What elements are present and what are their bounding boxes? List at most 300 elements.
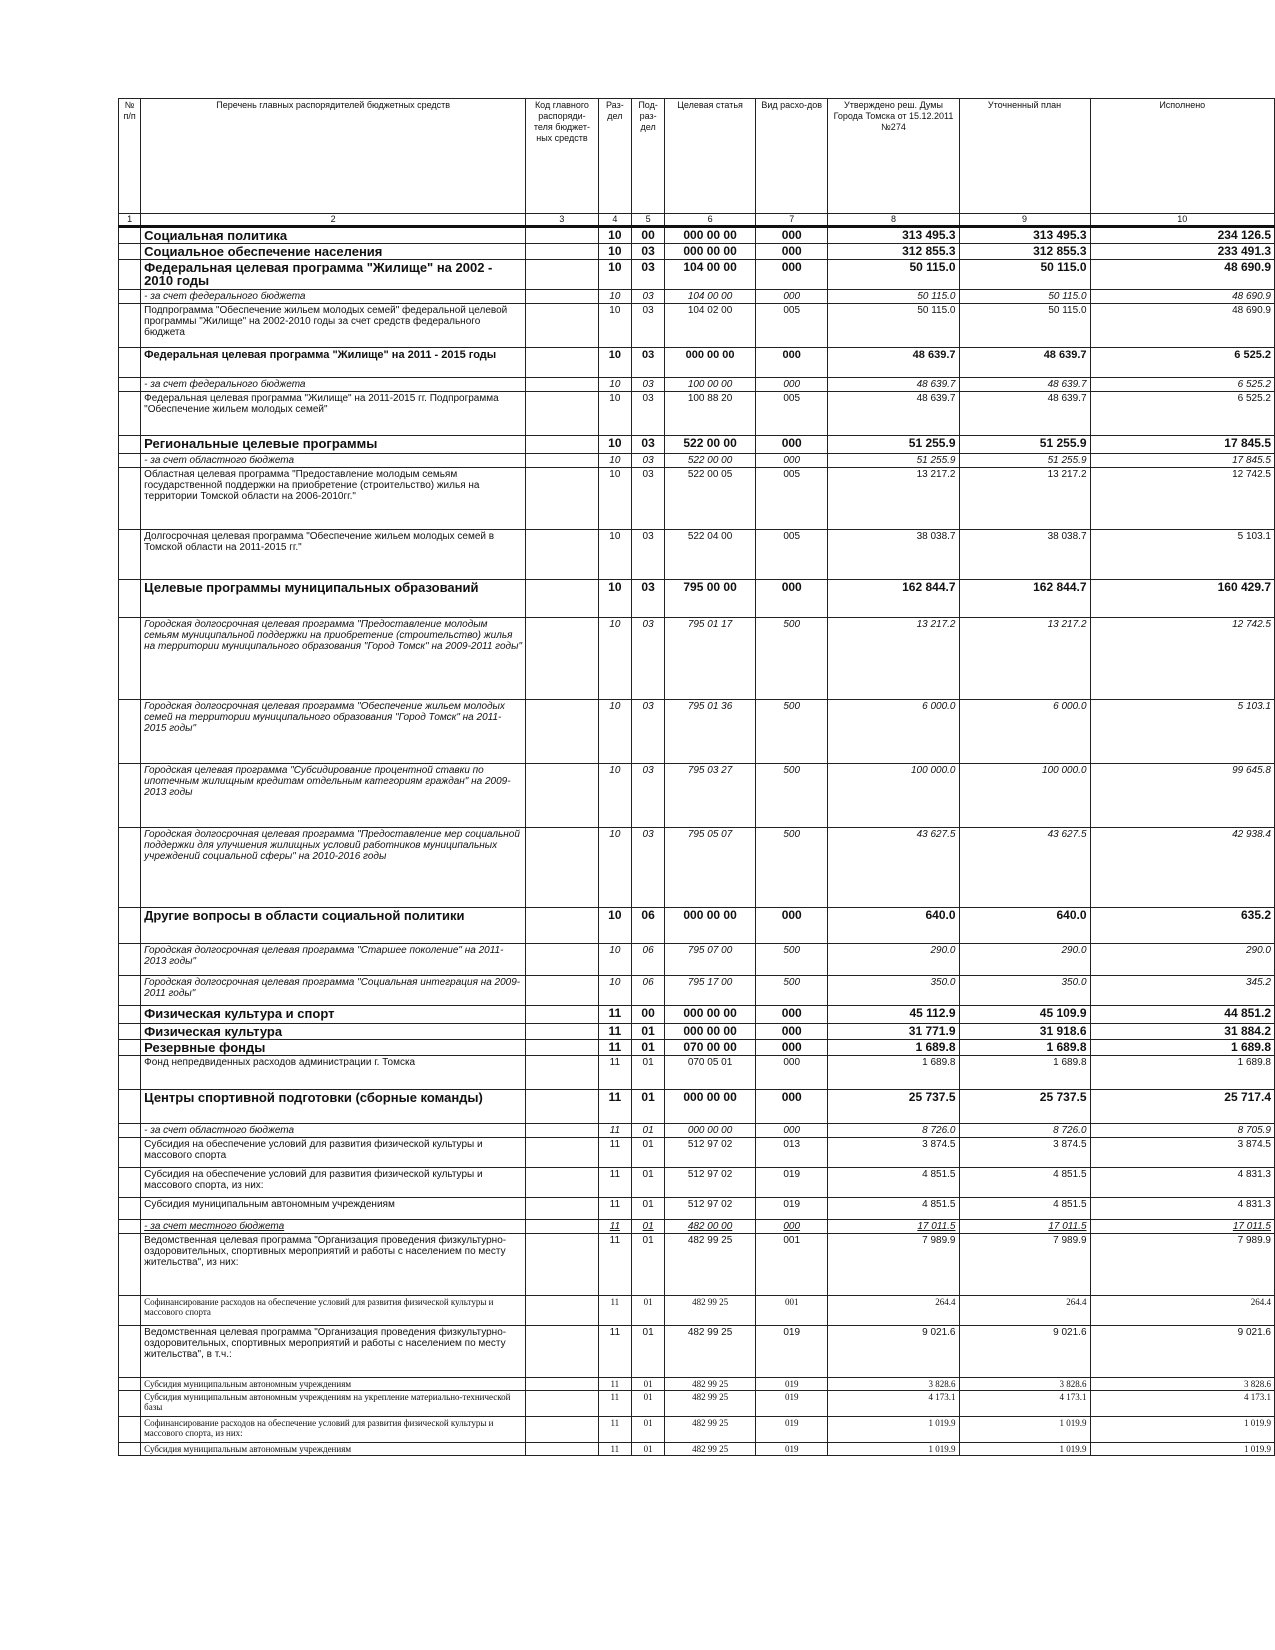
table-row bbox=[119, 530, 1275, 580]
row-num-cell bbox=[119, 618, 141, 700]
row-num-cell bbox=[119, 580, 141, 618]
row-num-cell bbox=[119, 392, 141, 436]
target-article-cell: 104 00 00 bbox=[665, 260, 756, 290]
row-num-cell bbox=[119, 1138, 141, 1168]
razdel-cell: 11 bbox=[598, 1443, 631, 1456]
manager-code-cell bbox=[526, 618, 599, 700]
razdel-cell: 11 bbox=[598, 1090, 631, 1124]
target-article-cell: 104 00 00 bbox=[665, 290, 756, 304]
approved-cell: 3 874.5 bbox=[828, 1138, 959, 1168]
target-article-cell: 512 97 02 bbox=[665, 1198, 756, 1220]
row-name-cell: Другие вопросы в области социальной политики bbox=[141, 908, 526, 944]
approved-cell: 350.0 bbox=[828, 976, 959, 1006]
column-number-row bbox=[119, 214, 1275, 227]
table-row bbox=[119, 1417, 1275, 1443]
done-cell: 635.2 bbox=[1090, 908, 1274, 944]
row-num-cell bbox=[119, 1234, 141, 1296]
target-article-cell: 070 05 01 bbox=[665, 1056, 756, 1090]
column-number: 4 bbox=[598, 214, 631, 227]
expense-type-cell: 005 bbox=[755, 530, 828, 580]
manager-code-cell bbox=[526, 1138, 599, 1168]
approved-cell: 51 255.9 bbox=[828, 454, 959, 468]
manager-code-cell bbox=[526, 1443, 599, 1456]
plan-cell: 17 011.5 bbox=[959, 1220, 1090, 1234]
plan-cell: 38 038.7 bbox=[959, 530, 1090, 580]
done-cell: 6 525.2 bbox=[1090, 392, 1274, 436]
table-row bbox=[119, 260, 1275, 290]
manager-code-cell bbox=[526, 1220, 599, 1234]
row-name-cell: Городская долгосрочная целевая программа "Предоставление молодым семьям муниципальной поддержки на приобретение (строительство) жилья на территории муниципального образования "Город Томск" на 2009-2011 годы" bbox=[141, 618, 526, 700]
target-article-cell: 482 99 25 bbox=[665, 1326, 756, 1378]
row-name-cell: Физическая культура bbox=[141, 1024, 526, 1040]
approved-cell: 7 989.9 bbox=[828, 1234, 959, 1296]
target-article-cell: 000 00 00 bbox=[665, 1024, 756, 1040]
row-name-cell: Подпрограмма "Обеспечение жильем молодых семей" федеральной целевой программы "Жилище" на 2002-2010 годы за счет средств федерального бюджета bbox=[141, 304, 526, 348]
razdel-cell: 10 bbox=[598, 436, 631, 454]
podrazdel-cell: 03 bbox=[631, 290, 664, 304]
manager-code-cell bbox=[526, 1056, 599, 1090]
manager-code-cell bbox=[526, 1234, 599, 1296]
podrazdel-cell: 01 bbox=[631, 1326, 664, 1378]
plan-cell: 8 726.0 bbox=[959, 1124, 1090, 1138]
row-num-cell bbox=[119, 454, 141, 468]
plan-cell: 100 000.0 bbox=[959, 764, 1090, 828]
target-article-cell: 795 07 00 bbox=[665, 944, 756, 976]
target-article-cell: 482 99 25 bbox=[665, 1378, 756, 1391]
expense-type-cell: 000 bbox=[755, 908, 828, 944]
manager-code-cell bbox=[526, 1296, 599, 1326]
manager-code-cell bbox=[526, 1378, 599, 1391]
done-cell: 3 874.5 bbox=[1090, 1138, 1274, 1168]
manager-code-cell bbox=[526, 468, 599, 530]
expense-type-cell: 000 bbox=[755, 436, 828, 454]
header-row bbox=[119, 99, 1275, 214]
podrazdel-cell: 03 bbox=[631, 436, 664, 454]
approved-cell: 51 255.9 bbox=[828, 436, 959, 454]
podrazdel-cell: 03 bbox=[631, 392, 664, 436]
done-cell: 48 690.9 bbox=[1090, 304, 1274, 348]
target-article-cell: 522 00 00 bbox=[665, 454, 756, 468]
done-cell: 5 103.1 bbox=[1090, 530, 1274, 580]
expense-type-cell: 001 bbox=[755, 1234, 828, 1296]
target-article-cell: 512 97 02 bbox=[665, 1138, 756, 1168]
done-cell: 17 845.5 bbox=[1090, 436, 1274, 454]
razdel-cell: 10 bbox=[598, 580, 631, 618]
razdel-cell: 11 bbox=[598, 1220, 631, 1234]
row-num-cell bbox=[119, 227, 141, 244]
column-number: 6 bbox=[665, 214, 756, 227]
row-num-cell bbox=[119, 1296, 141, 1326]
podrazdel-cell: 03 bbox=[631, 454, 664, 468]
razdel-cell: 10 bbox=[598, 392, 631, 436]
podrazdel-cell: 01 bbox=[631, 1296, 664, 1326]
expense-type-cell: 500 bbox=[755, 976, 828, 1006]
row-name-cell: Субсидия на обеспечение условий для развития физической культуры и массового спорта bbox=[141, 1138, 526, 1168]
plan-cell: 50 115.0 bbox=[959, 304, 1090, 348]
row-name-cell: Социальная политика bbox=[141, 227, 526, 244]
plan-cell: 350.0 bbox=[959, 976, 1090, 1006]
row-name-cell: - за счет федерального бюджета bbox=[141, 290, 526, 304]
razdel-cell: 10 bbox=[598, 227, 631, 244]
razdel-cell: 11 bbox=[598, 1326, 631, 1378]
table-row bbox=[119, 454, 1275, 468]
row-name-cell: Субсидия муниципальным автономным учреждениям bbox=[141, 1378, 526, 1391]
target-article-cell: 482 00 00 bbox=[665, 1220, 756, 1234]
row-num-cell bbox=[119, 348, 141, 378]
plan-cell: 6 000.0 bbox=[959, 700, 1090, 764]
podrazdel-cell: 03 bbox=[631, 304, 664, 348]
expense-type-cell: 000 bbox=[755, 378, 828, 392]
plan-cell: 4 173.1 bbox=[959, 1391, 1090, 1417]
podrazdel-cell: 01 bbox=[631, 1124, 664, 1138]
podrazdel-cell: 03 bbox=[631, 348, 664, 378]
done-cell: 234 126.5 bbox=[1090, 227, 1274, 244]
header-vid: Вид расхо-дов bbox=[755, 99, 828, 214]
done-cell: 233 491.3 bbox=[1090, 244, 1274, 260]
expense-type-cell: 000 bbox=[755, 1220, 828, 1234]
target-article-cell: 000 00 00 bbox=[665, 348, 756, 378]
manager-code-cell bbox=[526, 828, 599, 908]
manager-code-cell bbox=[526, 1040, 599, 1056]
target-article-cell: 482 99 25 bbox=[665, 1234, 756, 1296]
plan-cell: 51 255.9 bbox=[959, 436, 1090, 454]
row-num-cell bbox=[119, 1040, 141, 1056]
plan-cell: 1 689.8 bbox=[959, 1040, 1090, 1056]
approved-cell: 1 689.8 bbox=[828, 1040, 959, 1056]
done-cell: 3 828.6 bbox=[1090, 1378, 1274, 1391]
expense-type-cell: 019 bbox=[755, 1198, 828, 1220]
row-name-cell: Ведомственная целевая программа "Организация проведения физкультурно-оздоровительных, спортивных мероприятий и работы с населением по месту жительства", из них: bbox=[141, 1234, 526, 1296]
razdel-cell: 11 bbox=[598, 1378, 631, 1391]
plan-cell: 50 115.0 bbox=[959, 260, 1090, 290]
row-num-cell bbox=[119, 1198, 141, 1220]
approved-cell: 1 019.9 bbox=[828, 1417, 959, 1443]
done-cell: 4 831.3 bbox=[1090, 1168, 1274, 1198]
approved-cell: 48 639.7 bbox=[828, 378, 959, 392]
razdel-cell: 10 bbox=[598, 290, 631, 304]
done-cell: 5 103.1 bbox=[1090, 700, 1274, 764]
podrazdel-cell: 03 bbox=[631, 828, 664, 908]
approved-cell: 31 771.9 bbox=[828, 1024, 959, 1040]
done-cell: 1 689.8 bbox=[1090, 1040, 1274, 1056]
razdel-cell: 10 bbox=[598, 244, 631, 260]
razdel-cell: 11 bbox=[598, 1040, 631, 1056]
razdel-cell: 11 bbox=[598, 1056, 631, 1090]
target-article-cell: 000 00 00 bbox=[665, 1090, 756, 1124]
razdel-cell: 11 bbox=[598, 1024, 631, 1040]
target-article-cell: 000 00 00 bbox=[665, 227, 756, 244]
row-num-cell bbox=[119, 1124, 141, 1138]
manager-code-cell bbox=[526, 348, 599, 378]
row-name-cell: Резервные фонды bbox=[141, 1040, 526, 1056]
column-number: 3 bbox=[526, 214, 599, 227]
done-cell: 44 851.2 bbox=[1090, 1006, 1274, 1024]
plan-cell: 1 019.9 bbox=[959, 1443, 1090, 1456]
razdel-cell: 11 bbox=[598, 1168, 631, 1198]
row-num-cell bbox=[119, 1391, 141, 1417]
expense-type-cell: 000 bbox=[755, 260, 828, 290]
razdel-cell: 11 bbox=[598, 1417, 631, 1443]
table-row bbox=[119, 1124, 1275, 1138]
manager-code-cell bbox=[526, 1391, 599, 1417]
header-approved: Утверждено реш. Думы Города Томска от 15.12.2011 №274 bbox=[828, 99, 959, 214]
row-name-cell: Субсидия муниципальным автономным учреждениям bbox=[141, 1198, 526, 1220]
approved-cell: 13 217.2 bbox=[828, 468, 959, 530]
target-article-cell: 795 01 36 bbox=[665, 700, 756, 764]
approved-cell: 50 115.0 bbox=[828, 304, 959, 348]
plan-cell: 51 255.9 bbox=[959, 454, 1090, 468]
approved-cell: 17 011.5 bbox=[828, 1220, 959, 1234]
row-name-cell: - за счет федерального бюджета bbox=[141, 378, 526, 392]
expense-type-cell: 005 bbox=[755, 304, 828, 348]
manager-code-cell bbox=[526, 290, 599, 304]
podrazdel-cell: 03 bbox=[631, 580, 664, 618]
target-article-cell: 000 00 00 bbox=[665, 244, 756, 260]
table-row bbox=[119, 1391, 1275, 1417]
table-row bbox=[119, 468, 1275, 530]
row-name-cell: Софинансирование расходов на обеспечение условий для развития физической культуры и массового спорта, из них: bbox=[141, 1417, 526, 1443]
expense-type-cell: 000 bbox=[755, 1056, 828, 1090]
approved-cell: 313 495.3 bbox=[828, 227, 959, 244]
podrazdel-cell: 01 bbox=[631, 1443, 664, 1456]
approved-cell: 50 115.0 bbox=[828, 260, 959, 290]
approved-cell: 264.4 bbox=[828, 1296, 959, 1326]
done-cell: 48 690.9 bbox=[1090, 290, 1274, 304]
row-name-cell: Городская долгосрочная целевая программа "Обеспечение жильем молодых семей на территории муниципального образования "Город Томск" на 2011-2015 годы" bbox=[141, 700, 526, 764]
done-cell: 290.0 bbox=[1090, 944, 1274, 976]
manager-code-cell bbox=[526, 1024, 599, 1040]
budget-table bbox=[118, 98, 1275, 1456]
plan-cell: 4 851.5 bbox=[959, 1198, 1090, 1220]
expense-type-cell: 000 bbox=[755, 1006, 828, 1024]
expense-type-cell: 500 bbox=[755, 944, 828, 976]
header-target: Целевая статья bbox=[665, 99, 756, 214]
row-name-cell: Городская долгосрочная целевая программа "Предоставление мер социальной поддержки для улучшения жилищных условий работников муниципальных учреждений социальной сферы" на 2010-2016 годы bbox=[141, 828, 526, 908]
manager-code-cell bbox=[526, 1124, 599, 1138]
table-row bbox=[119, 1234, 1275, 1296]
approved-cell: 38 038.7 bbox=[828, 530, 959, 580]
target-article-cell: 000 00 00 bbox=[665, 1006, 756, 1024]
expense-type-cell: 019 bbox=[755, 1443, 828, 1456]
row-name-cell: Целевые программы муниципальных образований bbox=[141, 580, 526, 618]
done-cell: 25 717.4 bbox=[1090, 1090, 1274, 1124]
table-row bbox=[119, 1443, 1275, 1456]
approved-cell: 4 173.1 bbox=[828, 1391, 959, 1417]
plan-cell: 43 627.5 bbox=[959, 828, 1090, 908]
expense-type-cell: 019 bbox=[755, 1326, 828, 1378]
target-article-cell: 795 03 27 bbox=[665, 764, 756, 828]
header-num: № п/п bbox=[119, 99, 141, 214]
header-razdel: Раз-дел bbox=[598, 99, 631, 214]
done-cell: 31 884.2 bbox=[1090, 1024, 1274, 1040]
row-name-cell: Ведомственная целевая программа "Организация проведения физкультурно-оздоровительных, спортивных мероприятий и работы с населением по месту жительства", в т.ч.: bbox=[141, 1326, 526, 1378]
row-name-cell: Физическая культура и спорт bbox=[141, 1006, 526, 1024]
table-row bbox=[119, 392, 1275, 436]
podrazdel-cell: 03 bbox=[631, 530, 664, 580]
column-number: 5 bbox=[631, 214, 664, 227]
table-row bbox=[119, 1006, 1275, 1024]
row-name-cell: Субсидия муниципальным автономным учреждениям bbox=[141, 1443, 526, 1456]
plan-cell: 31 918.6 bbox=[959, 1024, 1090, 1040]
target-article-cell: 482 99 25 bbox=[665, 1417, 756, 1443]
razdel-cell: 10 bbox=[598, 454, 631, 468]
manager-code-cell bbox=[526, 378, 599, 392]
row-name-cell: Городская долгосрочная целевая программа "Социальная интеграция на 2009-2011 годы" bbox=[141, 976, 526, 1006]
podrazdel-cell: 01 bbox=[631, 1138, 664, 1168]
plan-cell: 50 115.0 bbox=[959, 290, 1090, 304]
razdel-cell: 10 bbox=[598, 764, 631, 828]
manager-code-cell bbox=[526, 227, 599, 244]
table-body bbox=[119, 227, 1275, 1456]
plan-cell: 264.4 bbox=[959, 1296, 1090, 1326]
podrazdel-cell: 03 bbox=[631, 244, 664, 260]
table-row bbox=[119, 1040, 1275, 1056]
podrazdel-cell: 00 bbox=[631, 1006, 664, 1024]
header-code: Код главного распоряди-теля бюджет-ных средств bbox=[526, 99, 599, 214]
row-num-cell bbox=[119, 468, 141, 530]
table-row bbox=[119, 764, 1275, 828]
expense-type-cell: 000 bbox=[755, 244, 828, 260]
row-num-cell bbox=[119, 1168, 141, 1198]
expense-type-cell: 000 bbox=[755, 290, 828, 304]
podrazdel-cell: 01 bbox=[631, 1220, 664, 1234]
razdel-cell: 11 bbox=[598, 1006, 631, 1024]
table-row bbox=[119, 944, 1275, 976]
table-row bbox=[119, 378, 1275, 392]
target-article-cell: 482 99 25 bbox=[665, 1443, 756, 1456]
row-num-cell bbox=[119, 1056, 141, 1090]
manager-code-cell bbox=[526, 260, 599, 290]
done-cell: 1 689.8 bbox=[1090, 1056, 1274, 1090]
approved-cell: 6 000.0 bbox=[828, 700, 959, 764]
plan-cell: 313 495.3 bbox=[959, 227, 1090, 244]
plan-cell: 13 217.2 bbox=[959, 618, 1090, 700]
plan-cell: 1 019.9 bbox=[959, 1417, 1090, 1443]
expense-type-cell: 000 bbox=[755, 1124, 828, 1138]
plan-cell: 3 828.6 bbox=[959, 1378, 1090, 1391]
podrazdel-cell: 03 bbox=[631, 764, 664, 828]
approved-cell: 43 627.5 bbox=[828, 828, 959, 908]
plan-cell: 48 639.7 bbox=[959, 392, 1090, 436]
approved-cell: 1 689.8 bbox=[828, 1056, 959, 1090]
row-num-cell bbox=[119, 1006, 141, 1024]
manager-code-cell bbox=[526, 244, 599, 260]
target-article-cell: 070 00 00 bbox=[665, 1040, 756, 1056]
header-plan: Уточненный план bbox=[959, 99, 1090, 214]
row-num-cell bbox=[119, 290, 141, 304]
podrazdel-cell: 01 bbox=[631, 1391, 664, 1417]
done-cell: 17 845.5 bbox=[1090, 454, 1274, 468]
manager-code-cell bbox=[526, 304, 599, 348]
done-cell: 4 831.3 bbox=[1090, 1198, 1274, 1220]
expense-type-cell: 500 bbox=[755, 764, 828, 828]
row-num-cell bbox=[119, 530, 141, 580]
approved-cell: 4 851.5 bbox=[828, 1198, 959, 1220]
podrazdel-cell: 06 bbox=[631, 908, 664, 944]
manager-code-cell bbox=[526, 436, 599, 454]
header-podrazdel: Под-раз-дел bbox=[631, 99, 664, 214]
target-article-cell: 522 00 00 bbox=[665, 436, 756, 454]
row-name-cell: Федеральная целевая программа "Жилище" на 2002 - 2010 годы bbox=[141, 260, 526, 290]
row-num-cell bbox=[119, 378, 141, 392]
approved-cell: 312 855.3 bbox=[828, 244, 959, 260]
done-cell: 17 011.5 bbox=[1090, 1220, 1274, 1234]
target-article-cell: 482 99 25 bbox=[665, 1296, 756, 1326]
razdel-cell: 10 bbox=[598, 618, 631, 700]
budget-table-page bbox=[118, 98, 1275, 1650]
razdel-cell: 10 bbox=[598, 530, 631, 580]
expense-type-cell: 001 bbox=[755, 1296, 828, 1326]
column-number: 10 bbox=[1090, 214, 1274, 227]
approved-cell: 290.0 bbox=[828, 944, 959, 976]
plan-cell: 25 737.5 bbox=[959, 1090, 1090, 1124]
expense-type-cell: 000 bbox=[755, 1024, 828, 1040]
approved-cell: 45 112.9 bbox=[828, 1006, 959, 1024]
done-cell: 345.2 bbox=[1090, 976, 1274, 1006]
table-row bbox=[119, 908, 1275, 944]
podrazdel-cell: 01 bbox=[631, 1198, 664, 1220]
plan-cell: 290.0 bbox=[959, 944, 1090, 976]
expense-type-cell: 019 bbox=[755, 1378, 828, 1391]
manager-code-cell bbox=[526, 1198, 599, 1220]
row-num-cell bbox=[119, 260, 141, 290]
table-row bbox=[119, 1056, 1275, 1090]
plan-cell: 312 855.3 bbox=[959, 244, 1090, 260]
podrazdel-cell: 00 bbox=[631, 227, 664, 244]
column-number: 7 bbox=[755, 214, 828, 227]
row-num-cell bbox=[119, 908, 141, 944]
done-cell: 160 429.7 bbox=[1090, 580, 1274, 618]
approved-cell: 162 844.7 bbox=[828, 580, 959, 618]
target-article-cell: 522 00 05 bbox=[665, 468, 756, 530]
podrazdel-cell: 03 bbox=[631, 700, 664, 764]
razdel-cell: 10 bbox=[598, 468, 631, 530]
target-article-cell: 482 99 25 bbox=[665, 1391, 756, 1417]
done-cell: 6 525.2 bbox=[1090, 348, 1274, 378]
approved-cell: 640.0 bbox=[828, 908, 959, 944]
table-row bbox=[119, 700, 1275, 764]
razdel-cell: 11 bbox=[598, 1296, 631, 1326]
table-row bbox=[119, 1090, 1275, 1124]
expense-type-cell: 500 bbox=[755, 700, 828, 764]
row-name-cell: Городская долгосрочная целевая программа "Старшее поколение" на 2011-2013 годы" bbox=[141, 944, 526, 976]
header-done: Исполнено bbox=[1090, 99, 1274, 214]
razdel-cell: 11 bbox=[598, 1391, 631, 1417]
table-row bbox=[119, 618, 1275, 700]
target-article-cell: 000 00 00 bbox=[665, 1124, 756, 1138]
row-name-cell: Областная целевая программа "Предоставление молодым семьям государственной поддержки на приобретение (строительство) жилья на территории Томской области на 2006-2010гг." bbox=[141, 468, 526, 530]
plan-cell: 3 874.5 bbox=[959, 1138, 1090, 1168]
row-num-cell bbox=[119, 944, 141, 976]
target-article-cell: 100 00 00 bbox=[665, 378, 756, 392]
row-name-cell: Городская целевая программа "Субсидирование процентной ставки по ипотечным жилищным кредитам отдельным категориям граждан" на 2009-2013 годы bbox=[141, 764, 526, 828]
row-name-cell: Софинансирование расходов на обеспечение условий для развития физической культуры и массового спорта bbox=[141, 1296, 526, 1326]
expense-type-cell: 000 bbox=[755, 454, 828, 468]
row-num-cell bbox=[119, 244, 141, 260]
column-number: 1 bbox=[119, 214, 141, 227]
approved-cell: 48 639.7 bbox=[828, 392, 959, 436]
target-article-cell: 795 00 00 bbox=[665, 580, 756, 618]
manager-code-cell bbox=[526, 700, 599, 764]
table-row bbox=[119, 290, 1275, 304]
podrazdel-cell: 01 bbox=[631, 1417, 664, 1443]
table-row bbox=[119, 1138, 1275, 1168]
row-name-cell: - за счет областного бюджета bbox=[141, 454, 526, 468]
row-name-cell: - за счет местного бюджета bbox=[141, 1220, 526, 1234]
expense-type-cell: 000 bbox=[755, 580, 828, 618]
done-cell: 1 019.9 bbox=[1090, 1443, 1274, 1456]
podrazdel-cell: 03 bbox=[631, 618, 664, 700]
